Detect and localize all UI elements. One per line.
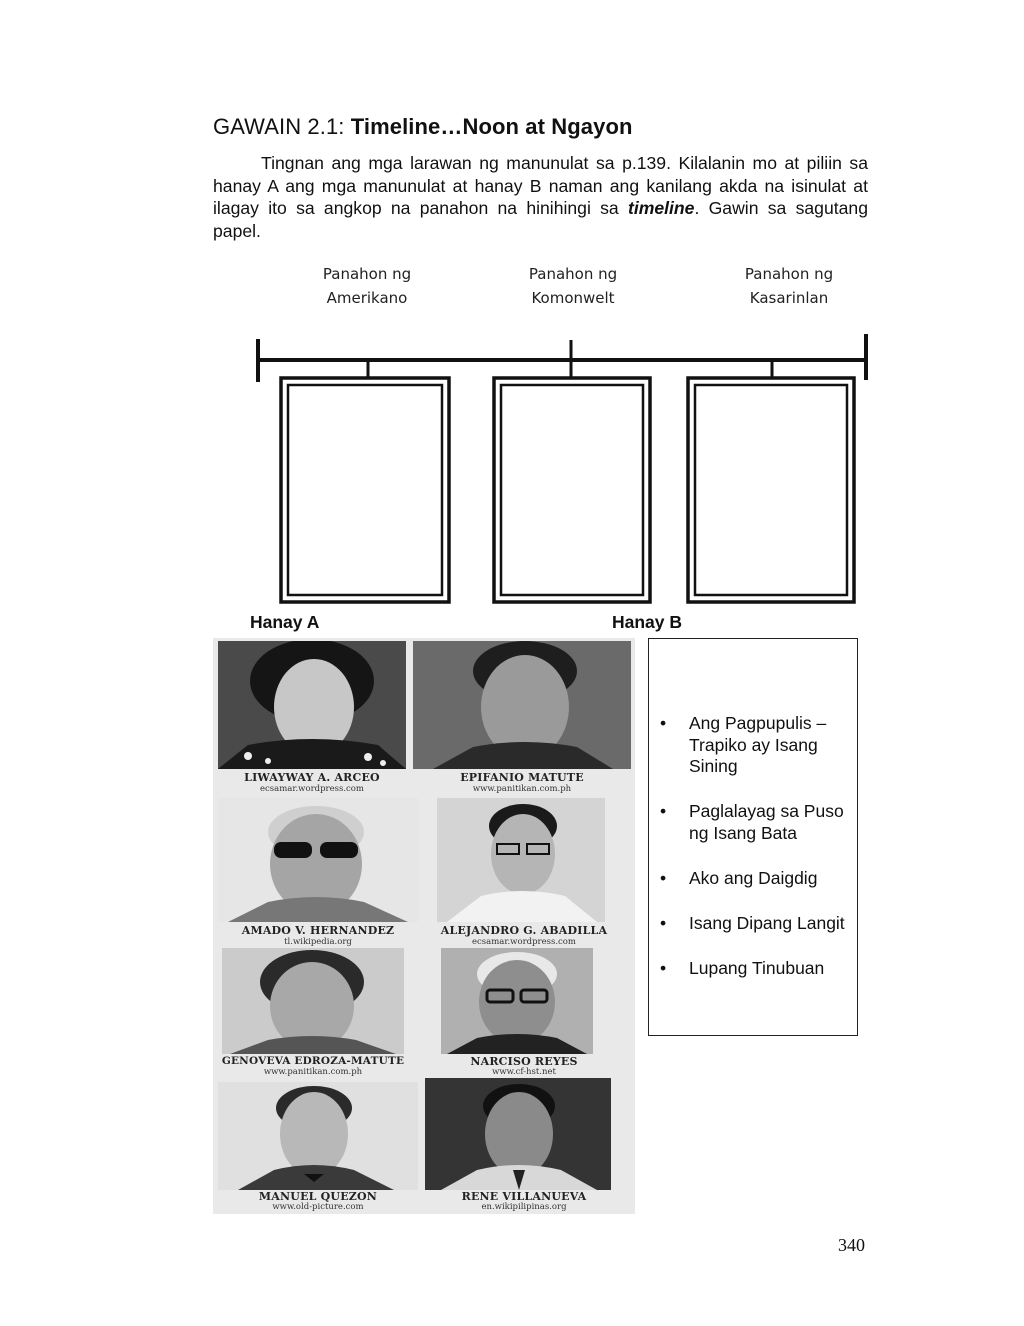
writer-name: NARCISO REYES	[470, 1055, 578, 1068]
writer-card	[218, 1082, 418, 1212]
photo-source: tl.wikipedia.org	[284, 937, 352, 947]
photo-source: en.wikipilipinas.org	[481, 1202, 567, 1212]
photo-source: ecsamar.wordpress.com	[260, 784, 364, 794]
answer-box-kasarinlan	[688, 378, 854, 602]
work-item: • Lupang Tinubuan	[660, 957, 825, 978]
work-item: • Ako ang Daigdig	[660, 867, 818, 888]
writer-card	[413, 641, 631, 795]
period-label-kasarinlan: Panahon ng Kasarinlan	[744, 265, 834, 307]
photo-source: www.panitikan.com.ph	[472, 784, 572, 794]
answer-box-komonwelt	[494, 378, 650, 602]
portrait-photo	[218, 1082, 418, 1190]
portrait-photo	[222, 948, 404, 1054]
photo-source: www.old-picture.com	[272, 1202, 364, 1212]
writer-name: AMADO V. HERNANDEZ	[241, 924, 395, 937]
writer-card	[413, 1078, 635, 1212]
writer-card	[218, 641, 406, 795]
page-number: 340	[838, 1235, 865, 1255]
writer-name: EPIFANIO MATUTE	[460, 771, 584, 784]
portrait-photo	[437, 798, 605, 922]
writer-card	[218, 798, 418, 948]
writer-name: RENE VILLANUEVA	[461, 1190, 587, 1203]
timeline-diagram	[0, 0, 1024, 620]
work-item: • Isang Dipang Langit	[660, 912, 845, 933]
portrait-photo	[218, 641, 406, 769]
hanay-a-label: Hanay A	[250, 612, 320, 632]
work-item: • Paglalayag sa Puso ng Isang Bata	[660, 801, 844, 843]
portrait-photo	[218, 798, 418, 922]
portrait-photo	[413, 641, 631, 769]
works-list	[657, 713, 852, 1003]
period-label-komonwelt: Panahon ng Komonwelt	[528, 265, 618, 307]
photo-source: ecsamar.wordpress.com	[472, 937, 576, 947]
writer-card	[218, 948, 408, 1076]
photo-source: www.cf-hst.net	[492, 1067, 556, 1077]
photo-source: www.panitikan.com.ph	[263, 1067, 363, 1077]
writer-name: LIWAYWAY A. ARCEO	[244, 771, 380, 784]
hanay-b-box	[648, 638, 858, 1036]
activity-title-prefix: GAWAIN 2.1:	[213, 114, 351, 139]
portrait-photo	[441, 948, 593, 1054]
writer-card	[413, 948, 635, 1076]
portrait-photo	[425, 1078, 611, 1190]
instructions-text-2: . Gawin sa sagutang papel.	[213, 198, 868, 241]
writer-name: MANUEL QUEZON	[258, 1190, 378, 1203]
writer-card	[413, 798, 635, 948]
writer-name: ALEJANDRO G. ABADILLA	[440, 924, 608, 937]
writer-name: GENOVEVA EDROZA-MATUTE	[221, 1055, 405, 1067]
instructions-emphasis: timeline	[627, 198, 695, 218]
answer-box-amerikano	[281, 378, 449, 602]
instructions-text-1: Tingnan ang mga larawan ng manunulat sa p.139. Kilalanin mo at piliin sa hanay A ang mga manunulat at hanay B naman ang kanilang akda na isinulat at ilagay ito sa angkop na panahon na hinihingi sa	[213, 153, 868, 218]
hanay-b-label: Hanay B	[612, 612, 683, 632]
writer-photo-panel	[213, 638, 635, 1214]
work-item: • Ang Pagpupulis – Trapiko ay Isang Sining	[660, 713, 827, 776]
activity-title-emphasis: Timeline…Noon at Ngayon	[350, 114, 633, 139]
period-label-amerikano: Panahon ng Amerikano	[322, 265, 412, 307]
